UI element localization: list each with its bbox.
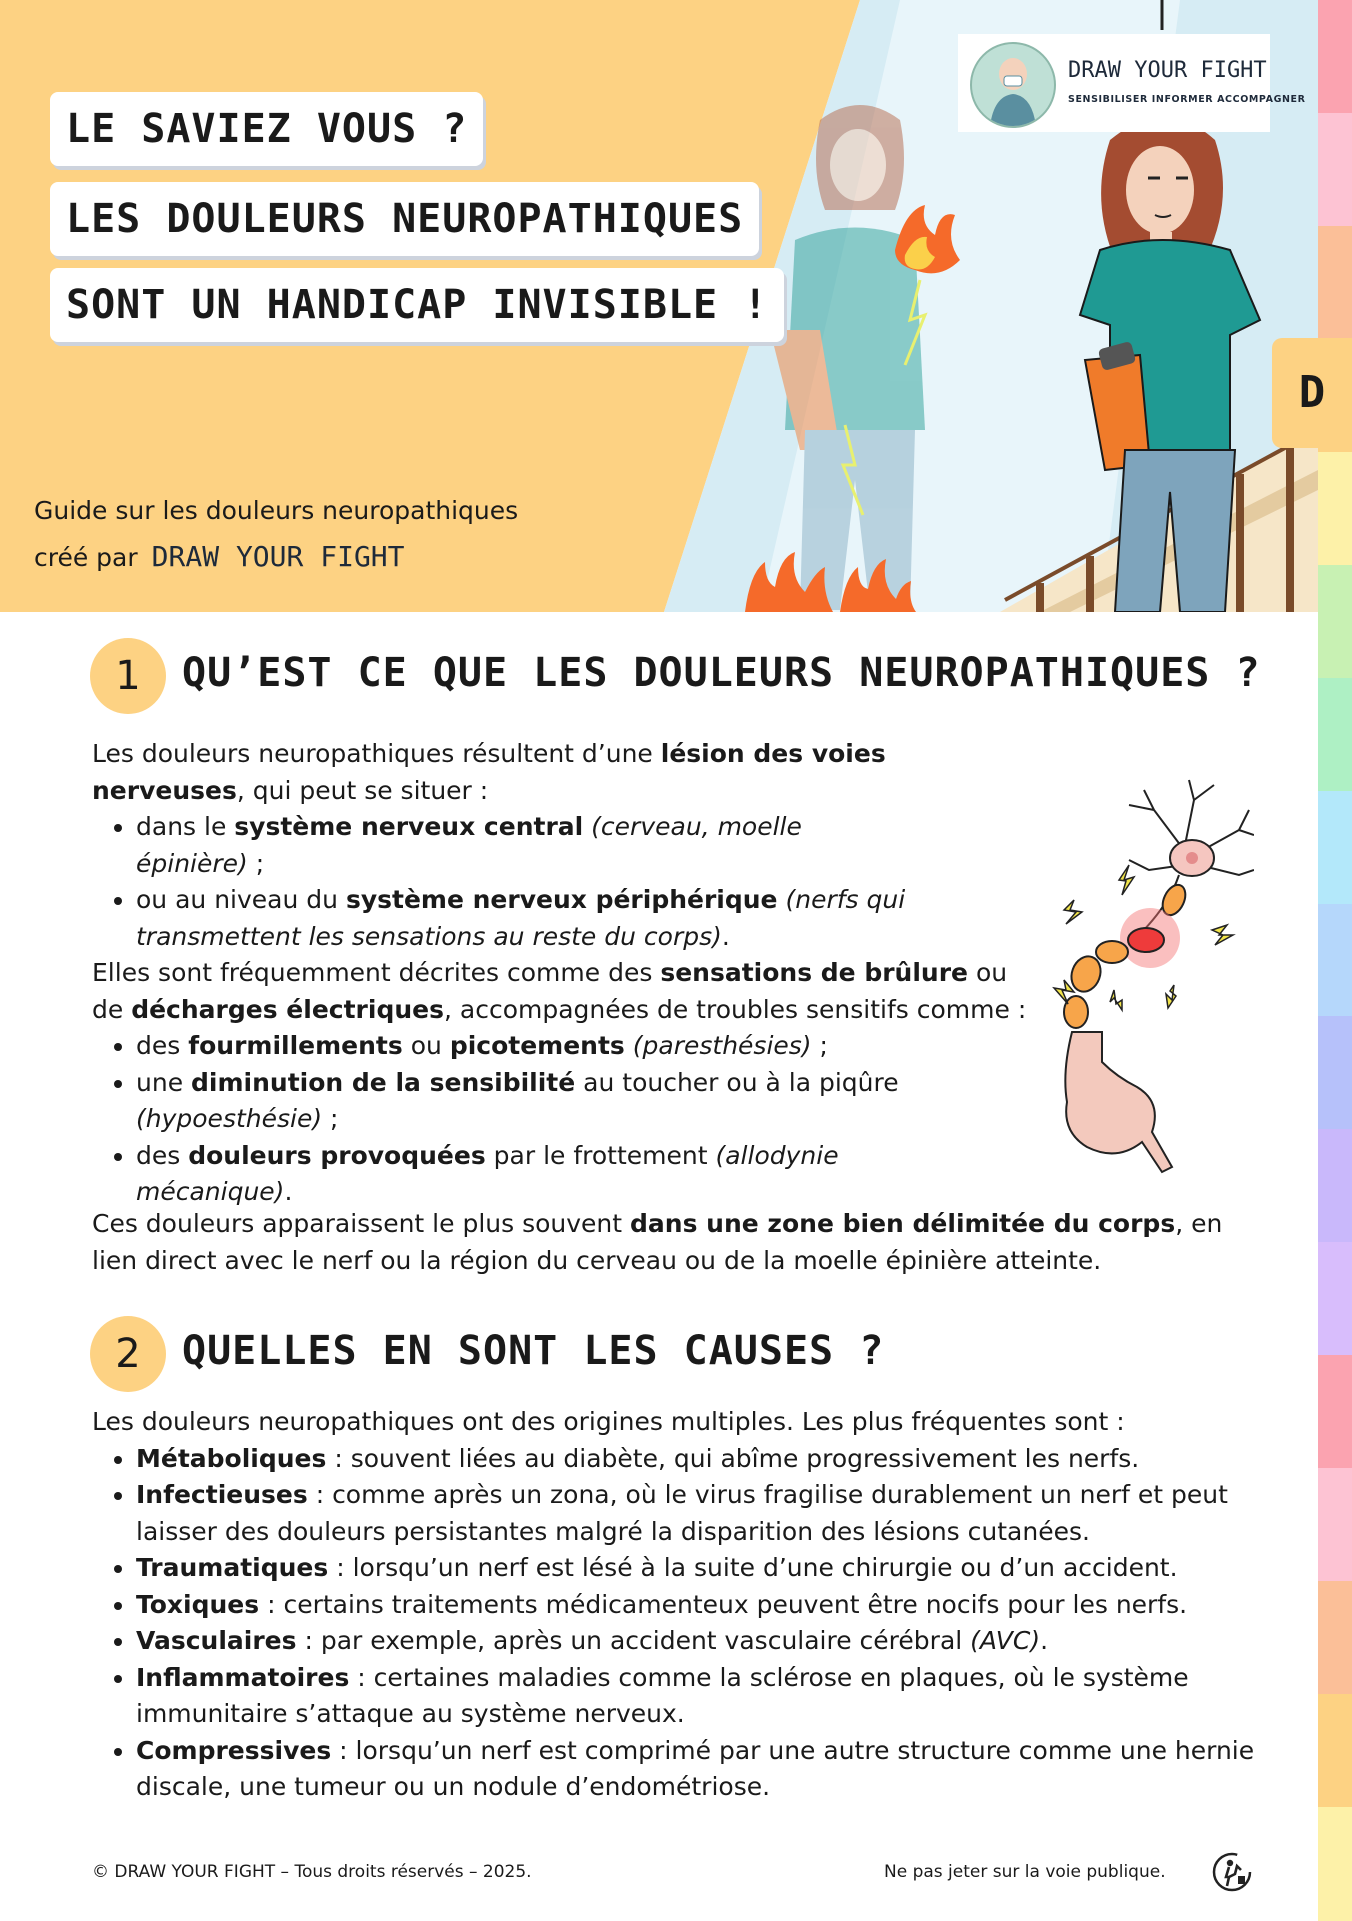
logo-brand: DRAW YOUR FIGHT [1068,58,1267,83]
list-item: • une diminution de la sensibilité au toucher ou à la piqûre (hypoesthésie) ; [136,1065,956,1138]
cause-item: • Toxiques : certains traitements médicamenteux peuvent être nocifs pour les nerfs. [136,1587,1272,1624]
section-tabs [1318,0,1352,1920]
tab-current-letter[interactable]: D [1272,338,1352,448]
footer-notice: Ne pas jeter sur la voie publique. [884,1862,1166,1882]
color-tab[interactable] [1318,1129,1352,1243]
section-1-paragraph-3: Ces douleurs apparaissent le plus souvent dans une zone bien délimitée du corps, en lien direct avec le nerf ou la région du cerveau ou de la moelle épinière atteinte. [92,1209,1223,1275]
color-tab[interactable] [1318,678,1352,792]
color-tab[interactable] [1318,1807,1352,1921]
section-1-block-b [92,955,1032,1211]
color-tab[interactable] [1318,1468,1352,1582]
neuron-illustration [1034,770,1254,1180]
logo-tagline: SENSIBILISER INFORMER ACCOMPAGNER [1068,94,1306,105]
tidy-man-icon [1212,1852,1252,1892]
section-1-paragraph-1: Les douleurs neuropathiques résultent d’une lésion des voies nerveuses, qui peut se situer : [92,739,886,805]
color-tab[interactable] [1318,226,1352,340]
guide-brand: DRAW YOUR FIGHT [151,540,405,573]
cause-item: • Compressives : lorsqu’un nerf est comprimé par une autre structure comme une hernie discale, une tumeur ou un nodule d’endométriose. [136,1733,1272,1806]
list-item: • des fourmillements ou picotements (paresthésies) ; [136,1028,956,1065]
cause-item: • Métaboliques : souvent liées au diabète, qui abîme progressivement les nerfs. [136,1441,1272,1478]
section-2-block [92,1404,1272,1806]
color-tab[interactable] [1318,904,1352,1018]
section-2-title: QUELLES EN SONT LES CAUSES ? [182,1328,885,1374]
color-tab[interactable] [1318,1694,1352,1808]
color-tab[interactable] [1318,0,1352,114]
cause-term: Inflammatoires [136,1662,350,1692]
section-1-paragraph-2: Elles sont fréquemment décrites comme des sensations de brûlure ou de décharges électriques, accompagnées de troubles sensitifs comme : [92,958,1027,1024]
section-1-block-c [92,1206,1242,1279]
footer-copyright: © DRAW YOUR FIGHT – Tous droits réservés – 2025. [92,1862,532,1882]
cause-item: • Inflammatoires : certaines maladies comme la sclérose en plaques, où le système immunitaire s’attaque au système nerveux. [136,1660,1272,1733]
color-tab[interactable] [1318,791,1352,905]
guide-line-2 [34,540,405,573]
cause-item: • Vasculaires : par exemple, après un accident vasculaire cérébral (AVC). [136,1623,1272,1660]
title-line-2: LES DOULEURS NEUROPATHIQUES [50,182,759,256]
color-tab[interactable] [1318,1016,1352,1130]
list-item: • des douleurs provoquées par le frottement (allodynie mécanique). [136,1138,956,1211]
color-tab[interactable] [1318,452,1352,566]
cause-term: Vasculaires [136,1626,297,1655]
color-tab[interactable] [1318,1355,1352,1469]
section-2-intro: Les douleurs neuropathiques ont des origines multiples. Les plus fréquentes sont : [92,1407,1125,1436]
cause-term: Compressives [136,1735,332,1765]
title-line-3: SONT UN HANDICAP INVISIBLE ! [50,268,784,342]
section-2-number: 2 [90,1316,166,1392]
header [0,0,1318,612]
cause-term: Toxiques [136,1589,260,1619]
section-1-list-2 [92,1028,956,1211]
cause-item: • Traumatiques : lorsqu’un nerf est lésé à la suite d’une chirurgie ou d’un accident. [136,1550,1272,1587]
color-tab[interactable] [1318,113,1352,227]
list-item: • ou au niveau du système nerveux périphérique (nerfs qui transmettent les sensations au reste du corps). [136,882,912,955]
cause-term: Métaboliques [136,1443,327,1473]
doctor-avatar-icon [972,44,1054,126]
color-tab[interactable] [1318,1242,1352,1356]
cause-term: Infectieuses [136,1480,308,1509]
section-1-list-1 [92,809,912,955]
cause-item: • Infectieuses : comme après un zona, où le virus fragilise durablement un nerf et peut laisser des douleurs persistantes malgré la disparition des lésions cutanées. [136,1477,1272,1550]
color-tab[interactable] [1318,565,1352,679]
causes-list [92,1441,1272,1806]
logo-card [958,34,1306,132]
cause-term: Traumatiques [136,1553,329,1582]
guide-created-by: créé par [34,543,138,572]
logo-avatar [970,42,1056,128]
section-1-number: 1 [90,638,166,714]
section-1-block-a [92,736,912,955]
section-1-title: QU’EST CE QUE LES DOULEURS NEUROPATHIQUES ? [182,650,1261,696]
guide-line-1: Guide sur les douleurs neuropathiques [34,496,519,525]
list-item: • dans le système nerveux central (cerveau, moelle épinière) ; [136,809,912,882]
color-tab[interactable] [1318,1581,1352,1695]
title-line-1: LE SAVIEZ VOUS ? [50,92,483,166]
